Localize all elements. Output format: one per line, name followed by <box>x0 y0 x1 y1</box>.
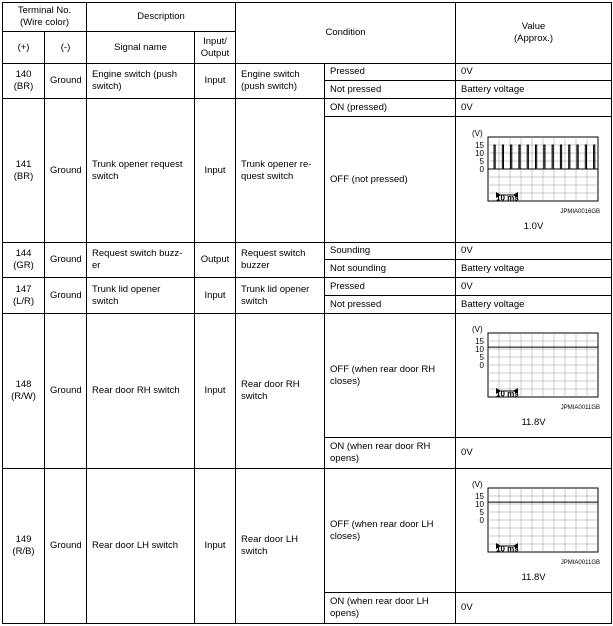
io-cell: Input <box>195 278 236 314</box>
scope-tick-label: 5 <box>479 156 484 166</box>
io-cell: Input <box>195 64 236 99</box>
terminal-cell: 148 (R/W) <box>3 314 45 469</box>
ground-cell: Ground <box>45 278 87 314</box>
condition-state-cell: Sounding <box>325 243 456 260</box>
scope-value: 1.0V <box>523 220 544 232</box>
condition-state-cell: ON (when rear door LH opens) <box>325 593 456 624</box>
scope-unit-label: (V) <box>471 128 483 138</box>
condition-main-cell: Rear door RH switch <box>236 314 325 469</box>
condition-state-cell: OFF (when rear door LH closes) <box>325 469 456 593</box>
ground-cell: Ground <box>45 99 87 243</box>
value-header: Value (Approx.) <box>456 3 612 64</box>
signal-name-cell: Rear door RH switch <box>87 314 195 469</box>
oscilloscope-waveform <box>464 127 604 219</box>
time-scale-label: 10 ms <box>495 389 519 398</box>
signal-name-header: Signal name <box>87 32 195 64</box>
condition-state-cell: Not pressed <box>325 296 456 314</box>
terminal-cell: 140 (BR) <box>3 64 45 99</box>
value-cell: Battery voltage <box>456 296 612 314</box>
scope-tick-label: 5 <box>479 352 484 362</box>
ground-cell: Ground <box>45 64 87 99</box>
scope-tick-label: 15 <box>474 336 484 346</box>
plus-header: (+) <box>3 32 45 64</box>
scope-tick-label: 15 <box>474 491 484 501</box>
scope-unit-label: (V) <box>471 479 483 489</box>
condition-state-cell: ON (when rear door RH opens) <box>325 438 456 469</box>
oscilloscope-waveform <box>464 478 604 570</box>
description-header: Description <box>87 3 236 32</box>
time-scale-label: 10 ms <box>495 193 519 202</box>
signal-name-cell: Request switch buzz- er <box>87 243 195 278</box>
condition-main-cell: Trunk lid opener switch <box>236 278 325 314</box>
scope-tick-label: 5 <box>479 507 484 517</box>
signal-name-cell: Trunk opener request switch <box>87 99 195 243</box>
io-cell: Output <box>195 243 236 278</box>
ground-cell: Ground <box>45 243 87 278</box>
scope-tick-label: 10 <box>474 499 484 509</box>
scope-tick-label: 10 <box>474 344 484 354</box>
value-cell: Battery voltage <box>456 260 612 278</box>
minus-header: (-) <box>45 32 87 64</box>
scope-value-cell <box>456 117 612 243</box>
scope-value: 11.8V <box>521 571 546 583</box>
signal-name-cell: Rear door LH switch <box>87 469 195 624</box>
figure-code: JPMIA0016GB <box>559 208 600 215</box>
table-row <box>3 469 612 593</box>
ground-cell: Ground <box>45 314 87 469</box>
terminal-cell: 144 (GR) <box>3 243 45 278</box>
condition-state-cell: OFF (when rear door RH closes) <box>325 314 456 438</box>
table-row <box>3 243 612 260</box>
condition-main-cell: Trunk opener re- quest switch <box>236 99 325 243</box>
time-scale-label: 10 ms <box>495 544 519 553</box>
io-cell: Input <box>195 469 236 624</box>
figure-code: JPMIA0011GB <box>560 404 600 411</box>
value-cell: 0V <box>456 438 612 469</box>
terminal-cell: 141 (BR) <box>3 99 45 243</box>
oscilloscope-waveform <box>464 323 604 415</box>
value-cell: 0V <box>456 64 612 81</box>
condition-state-cell: Not sounding <box>325 260 456 278</box>
value-cell: 0V <box>456 278 612 296</box>
io-header: Input/ Output <box>195 32 236 64</box>
condition-state-cell: Pressed <box>325 64 456 81</box>
condition-state-cell: Pressed <box>325 278 456 296</box>
scope-tick-label: 0 <box>479 360 484 370</box>
signal-name-cell: Engine switch (push switch) <box>87 64 195 99</box>
terminal-cell: 149 (R/B) <box>3 469 45 624</box>
terminal-no-header: Terminal No. (Wire color) <box>3 3 87 32</box>
io-cell: Input <box>195 314 236 469</box>
signal-name-cell: Trunk lid opener switch <box>87 278 195 314</box>
condition-state-cell: Not pressed <box>325 81 456 99</box>
scope-value-cell <box>456 469 612 593</box>
terminal-spec-table <box>2 2 612 624</box>
io-cell: Input <box>195 99 236 243</box>
condition-header: Condition <box>236 3 456 64</box>
scope-tick-label: 15 <box>474 140 484 150</box>
value-cell: 0V <box>456 243 612 260</box>
scope-unit-label: (V) <box>471 324 483 334</box>
scope-value: 11.8V <box>521 416 546 428</box>
condition-main-cell: Rear door LH switch <box>236 469 325 624</box>
table-row <box>3 278 612 296</box>
figure-code: JPMIA0011GB <box>560 559 600 566</box>
terminal-cell: 147 (L/R) <box>3 278 45 314</box>
table-row <box>3 314 612 438</box>
scope-tick-label: 0 <box>479 515 484 525</box>
table-row <box>3 64 612 81</box>
condition-state-cell: OFF (not pressed) <box>325 117 456 243</box>
value-cell: 0V <box>456 99 612 117</box>
value-cell: Battery voltage <box>456 81 612 99</box>
table-row <box>3 99 612 117</box>
scope-tick-label: 10 <box>474 148 484 158</box>
condition-state-cell: ON (pressed) <box>325 99 456 117</box>
condition-main-cell: Request switch buzzer <box>236 243 325 278</box>
scope-value-cell <box>456 314 612 438</box>
value-cell: 0V <box>456 593 612 624</box>
condition-main-cell: Engine switch (push switch) <box>236 64 325 99</box>
ground-cell: Ground <box>45 469 87 624</box>
scope-tick-label: 0 <box>479 164 484 174</box>
